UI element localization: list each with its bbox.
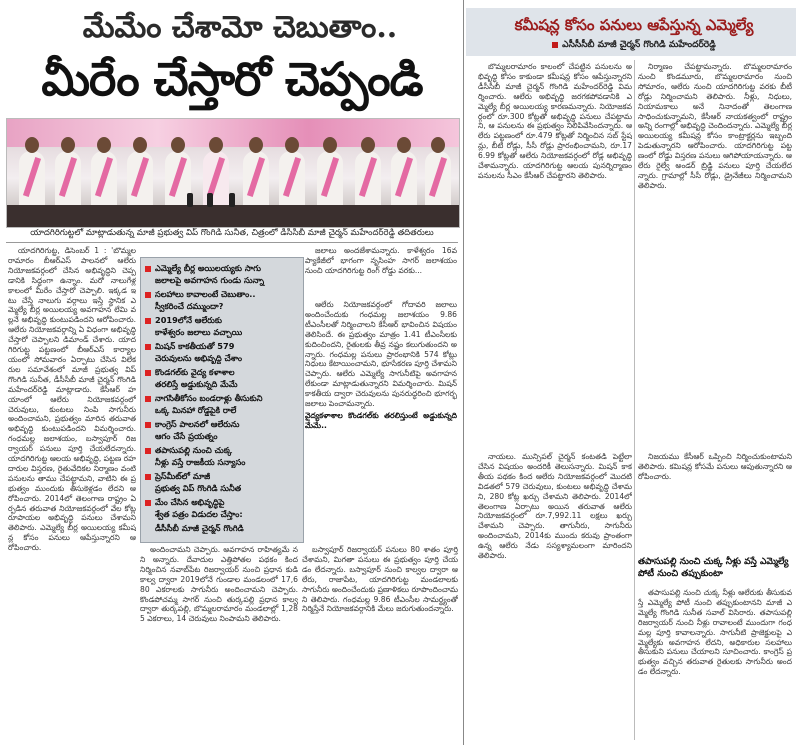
highlight-item: మేం చేసిన అభివృద్ధిపై శ్వేత పత్రం విడుదల చేస్తాం:	[145, 496, 301, 520]
highlight-item: నాగసితీకోసం బండరాళ్లు తీసుకుని ఒక్క మినహా రోడ్డపైకి రాలే	[145, 392, 301, 416]
article-column-left	[8, 246, 136, 740]
bullet-icon	[145, 448, 151, 454]
article-body: నిజయము కేసీఆర్ ఒప్పించి నిర్మించుకుంటామని తెలిపారు. కమిషన్ల కోసమే పనులు ఆపుతున్నారని ఆరోపించారు.	[638, 452, 792, 481]
right-article-column-right	[638, 62, 792, 450]
photo-person	[91, 151, 117, 209]
right-article-column-left	[478, 62, 632, 450]
highlight-item: మిషన్ కాకతీయతో 579 చెరువులను అభివృద్ధి చేశాం	[145, 340, 301, 364]
article-body: బస్వాపూర్ రిజర్వాయర్ పనులు 80 శాతం పూర్తి చేశామని, మిగతా పనులు ఈ ప్రభుత్వం పూర్తి చేయడం లేదన్నారు. బస్వాపూర్ నుంచి కాల్వల ద్వారా ఆలేరు, రాజాపేట, యాదగిరిగుట్ట మండలాలకు సాగునీరు అందించేందుకు ప్రణాళికలు రూపొందించామని తెలిపారు. గంధమల్ల 9.86 టీఎంసీల సామర్థ్యంతో నిర్మిస్తేనే నియోజకవర్గానికి మేలు జరుగుతుందన్నారు.	[302, 545, 458, 614]
article-column-center-top	[305, 246, 457, 298]
article-column-bottom-left	[140, 545, 298, 740]
headline-line-1: మేమేం చేశామో చెబుతాం..	[82, 10, 398, 45]
photo-person	[55, 151, 81, 209]
article-column-bottom-right	[302, 545, 458, 740]
photo-person	[127, 151, 153, 209]
microphone	[229, 193, 235, 207]
highlight-item: 2019లోనే ఆలేరుకు కాళేశ్వరం జలాలు వచ్చాయి	[145, 314, 301, 338]
photo-person	[391, 151, 417, 209]
bullet-icon	[552, 42, 558, 48]
bullet-icon	[145, 292, 151, 298]
right-article-byline: ఎసీసీసీబీ మాజీ చైర్మన్ గొంగిడి మహేందర్‌రెడ్డి	[474, 40, 794, 52]
article-body: ఆలేరు నియోజకవర్గంలో గోదావరి జలాలు అందించేందుకు గంధమల్ల జలాశయం 9.86 టీఎంసీలతో నిర్మించాలని కేసీఆర్ భావించిన విషయం తెలిసిందే. ఈ ప్రభుత్వం మాత్రం 1.41 టీఎంసీలకు కుదించిందని, రైతులకు తీవ్ర నష్టం కలుగుతుందని అన్నారు. గంధమల్ల పనులు ప్రారంభానికి 574 కోట్లు నిధులు కేటాయించామని, భూసేకరణ పూర్తి చేశామని చెప్పారు. ఆలేరు ఎమ్మెల్యే సాగునీటిపై అవగాహన లేకుండా మాట్లాడుతున్నారని విమర్శించారు. మిషన్ కాకతీయ ద్వారా చెరువులను పునరుద్ధరించి భూగర్భ జలాలు పెంచామన్నారు.	[305, 300, 457, 409]
right-article-column-right-bottom	[638, 588, 792, 740]
bullet-icon	[145, 318, 151, 324]
photo-caption: యాదగిరిగుట్టలో మాట్లాడుతున్న మాజీ ప్రభుత్వ విప్ గొంగిడి సునీత, చిత్రంలో డీసీసీబీ మాజీ చైర్మన్ మహేందర్‌రెడ్డి తదితరులు	[6, 228, 458, 243]
photo-person	[279, 151, 305, 209]
article-body: నాయలు. మున్సిపల్ చైర్మన్ కంటతడి పెట్టేలా చేసిన విషయం అందరికీ తెలుసన్నారు. మిషన్ కాకతీయ పథకం కింద ఆలేరు నియోజకవర్గంలో మొదటి విడతలో 579 చెరువులు, కుంటలు అభివృద్ధి చేశామని, 280 కోట్ల ఖర్చు చేశామని తెలిపారు. 2014లో తెలంగాణ ఏర్పాటు అయిన తరువాత ఆలేరు నియోజకవర్గంలో రూ.7,992.11 లక్షలు ఖర్చు చేశామని చెప్పారు. తాగునీరు, సాగునీరు అందించామని, 2014కు ముందు కరువు ప్రాంతంగా ఉన్న ఆలేరు నేడు సస్యశ్యామలంగా మారిందని తెలిపారు.	[478, 452, 632, 561]
bullet-icon	[145, 474, 151, 480]
column-divider	[463, 0, 464, 745]
bullet-icon	[145, 500, 151, 506]
bullet-icon	[145, 266, 151, 272]
highlight-item: డీసీసీబీ మాజీ చైర్మన్ గొంగిడి	[155, 523, 244, 533]
highlight-item: ఎమ్మెల్యే బీర్ల అయిలయ్యకు సాగు జలాలపై అవగాహన గుండు సున్నా	[145, 262, 301, 286]
press-meet-photo	[6, 118, 460, 228]
highlights-box	[140, 257, 304, 543]
highlight-item: సలహాలు కావాలంటే చెబుతాం.. స్వీకరించే దమ్ముందా?	[145, 288, 301, 312]
headline-line-2: మీరేం చేస్తారో చెప్పండి	[41, 52, 423, 106]
medical-college-subhead: వైద్యకళాశాల కొండగల్‌కు తరలిస్తుంటే అడ్డుకున్నది మేమే..	[305, 410, 457, 430]
right-article-subhead: తపాసుపల్లి నుంచి చుక్క నీళ్లు వస్తే ఎమ్మెల్యే పోటీ నుంచి తప్పుకుంటా	[638, 557, 789, 579]
column-divider	[634, 60, 635, 740]
microphone	[207, 193, 213, 207]
bullet-icon	[145, 422, 151, 428]
photo-person	[317, 151, 343, 209]
photo-person	[243, 151, 269, 209]
article-body: తపాసుపల్లి నుంచి చుక్క నీళ్లు ఆలేరుకు తీసుకువస్తే ఎమ్మెల్యే పోటీ నుంచి తప్పుకుంటానని మాజీ ఎమ్మెల్యే గొంగిడి సునీత సవాల్ విసిరారు. తపాసుపల్లి రిజర్వాయర్ నుంచి నీళ్లు రావాలంటే ముందుగా గంధమల్ల పూర్తి కావాలన్నారు. సాగునీటి ప్రాజెక్టులపై ఎమ్మెల్యేకు అవగాహన లేదని, అధికారుల సలహాలు తీసుకుని పనులు చేయాలని సూచించారు. కాంగ్రెస్ ప్రభుత్వం వచ్చిన తరువాత రైతులకు సాగునీరు అందడం లేదన్నారు.	[638, 588, 792, 677]
article-body: అందించామని చెప్పారు. అవగాహన రాహిత్యమే నని అన్నారు. దేవాదుల ఎత్తిపోతల పథకం కింద నిర్మించిన నవాబ్‌పేట రిజర్వాయర్ నుంచి ప్రధాన కుడి కాల్వ ద్వారా 2019లోనే గుండాల మండలంలో 17,680 ఎకరాలకు సాగునీరు అందించామని చెప్పారు. కొండపోచమ్మ సాగర్ నుంచి తుర్కపల్లి ప్రధాన కాల్వ ద్వారా తుర్కపల్లి, బొమ్మలరామారం మండలాల్లో 1,285 ఎకరాలు, 14 చెరువులు నింపామని తెలిపారు.	[140, 545, 298, 624]
right-article-headline: కమీషన్ల కోసం పనులు ఆపేస్తున్న ఎమ్మెల్యే	[514, 16, 754, 34]
bullet-icon	[145, 344, 151, 350]
highlight-item: కాంగ్రెస్ పాలనలో ఆలేరును ఆగం చేసే ప్రయత్నం	[145, 418, 301, 442]
photo-person	[19, 151, 45, 209]
right-article-column-right-lower	[638, 452, 792, 552]
bullet-icon	[145, 370, 151, 376]
photo-person	[425, 151, 451, 209]
highlight-item: తపాసుపల్లి నుంచి చుక్క నీళ్లు వస్తే రాజకీయ సన్యాసం	[145, 444, 301, 468]
article-body: బొమ్మలరామారం కాలంలో చేపట్టిన పనులను అభివృద్ధి కోసం కాకుండా కమీషన్ల కోసం ఆపేస్తున్నారని డీసీసీబీ మాజీ చైర్మన్ గొంగిడి మహేందర్‌రెడ్డి విమర్శించారు. ఆలేరు అభివృద్ధి జరగకపోవడానికి ఎమ్మెల్యే బీర్ల అయిలయ్య కారణమన్నారు. నియోజకవర్గంలో రూ.300 కోట్లతో అభివృద్ధి పనులు చేపట్టామని, ఆ పనులను ఈ ప్రభుత్వం నిలిపివేసిందన్నారు. ఆలేరు పట్టణంలో రూ.479 కోట్లతో నిర్మించిన సబ్ స్టేషన్లు, బీటీ రోడ్లు, సీసీ రోడ్లు ప్రారంభించామని, రూ.176.99 కోట్లతో ఆలేరు నియోజకవర్గంలో రోడ్ల అభివృద్ధి చేశామన్నారు. యాదగిరిగుట్ట ఆలయ పునర్నిర్మాణం పనులను సీఎం కేసీఆర్ చేపట్టారని తెలిపారు.	[478, 62, 632, 180]
article-column-middle	[305, 300, 457, 540]
highlight-item: కొండగల్‌కు వైద్య కళాశాల తరలిస్తే అడ్డుకున్నది మేమే	[145, 366, 301, 390]
article-body: జలాలు అందజేశామన్నారు. కాళేశ్వరం 16వ ప్యాకేజీలో భాగంగా నృసింహ సాగర్ జలాశయం నుంచి యాదగిరిగుట్ట రింగ్ రోడ్డు వరకు...	[305, 246, 457, 275]
highlight-item: ప్రెస్‌మీట్‌లో మాజీ ప్రభుత్వ విప్ గొంగిడి సునీత	[145, 470, 301, 494]
bullet-icon	[145, 396, 151, 402]
photo-person	[355, 151, 381, 209]
photo-table	[7, 205, 459, 227]
article-body: నిర్మాణం చేపట్టామన్నారు. బొమ్మలరామారం నుంచి కొండమూరు, బొమ్మలరామారం నుంచి సోమారం, ఆలేరు నుంచి యాదగిరిగుట్ట వరకు బీటీ రోడ్లు నిర్మించామని తెలిపారు. నీళ్లు, నిధులు, నియామకాలు అనే నినాదంతో తెలంగాణ సాధించుకున్నామని, కేసీఆర్ నాయకత్వంలో రాష్ట్రం అన్ని రంగాల్లో అభివృద్ధి చెందిందన్నారు. ఎమ్మెల్యే బీర్ల అయిలయ్య కమీషన్ల కోసం కాంట్రాక్టర్లను ఇబ్బంది పెడుతున్నారని ఆరోపించారు. యాదగిరిగుట్ట పట్టణంలో రోడ్డు విస్తరణ పనులు ఆగిపోయాయన్నారు. ఆలేరు రైల్వే అండర్ బ్రిడ్జి పనులు పూర్తి చేయలేదన్నారు. గ్రామాల్లో సీసీ రోడ్లు, డ్రైనేజీలు నిర్మించామని తెలిపారు.	[638, 62, 792, 190]
right-article-column-left-lower	[478, 452, 632, 740]
microphone	[187, 193, 193, 207]
article-body: యాదగిరిగుట్ట, డిసెంబర్ 1 : 'బొమ్మలరామారం బీఆర్ఎస్ పాలనలో ఆలేరు నియోజకవర్గంలో చేసిన అభివృద్ధిని చెప్పడానికి సిద్ధంగా ఉన్నాం. మరో నాలుగేళ్ల కాలంలో మీరేం చేస్తారో చెప్పాలి. ఇక్కడ ఇటు చేస్తే నాలుగు వర్గాలు ఇస్తే స్థానిక ఎమ్మెల్యే బీర్ల అయిలయ్య అవగాహన లేమి వల్లనే అభివృద్ధి కుంటుపడిందని ఆరోపించారు. ఆలేరు నియోజకవర్గాన్ని ఏ విధంగా అభివృద్ధి చేస్తారో చెప్పాలని డిమాండ్ చేశారు. యాదగిరిగుట్ట పట్టణంలో బీఆర్ఎస్ కార్యాలయంలో సోమవారం ఏర్పాటు చేసిన విలేకరుల సమావేశంలో మాజీ ప్రభుత్వ విప్ గొంగిడి సునీత, డీసీసీబీ మాజీ చైర్మన్ గొంగిడి మహేందర్‌రెడ్డి మాట్లాడారు. కేసీఆర్ హయాంలో ఆలేరు నియోజకవర్గంలో చెరువులు, కుంటలు నింపి సాగునీరు అందించామని, ప్రభుత్వం మారిన తరువాత అభివృద్ధి కుంటుపడిందని విమర్శించారు. గంధమల్ల జలాశయం, బస్వాపూర్ రిజర్వాయర్ పనులు పూర్తి చేయలేదన్నారు. యాదగిరిగుట్ట ఆలయ అభివృద్ధి, పట్టణ రహదారుల విస్తరణ, రైతువేదికల నిర్మాణం వంటి పనులను తాము చేపట్టామని, వాటిని ఈ ప్రభుత్వం ముందుకు తీసుకెళ్లడం లేదని ఆరోపించారు. 2014లో తెలంగాణ రాష్ట్రం ఏర్పడిన తరువాత నియోజకవర్గంలో వేల కోట్ల రూపాయల అభివృద్ధి పనులు చేశామని తెలిపారు. ఎమ్మెల్యే బీర్ల అయిలయ్య కమీషన్ల కోసం పనులు ఆపేస్తున్నారని ఆరోపించారు.	[8, 246, 136, 553]
